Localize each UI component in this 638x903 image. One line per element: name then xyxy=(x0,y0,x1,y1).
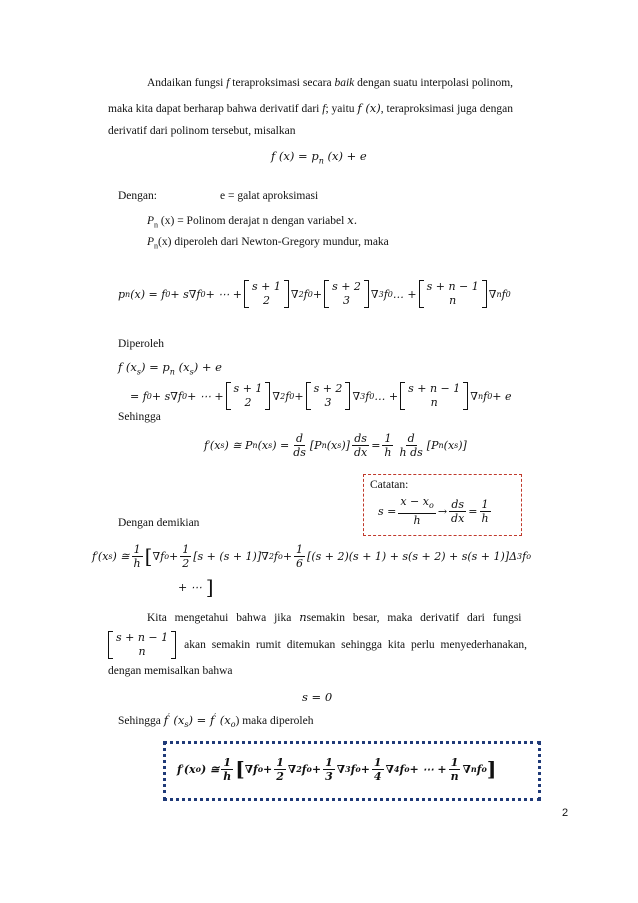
text: ; yaitu xyxy=(325,103,358,115)
math: f xyxy=(383,287,388,301)
math: P xyxy=(147,215,155,227)
fraction-num: 1 xyxy=(325,755,333,769)
math: s = xyxy=(378,504,397,518)
fraction-num: 1 xyxy=(223,755,232,769)
fraction-num: 1 xyxy=(384,431,392,445)
para1-line2 xyxy=(108,101,513,115)
binomial-top: s + n − 1 xyxy=(408,382,461,395)
math: f xyxy=(285,389,290,403)
math: (x xyxy=(169,712,185,727)
math-sup: 3 xyxy=(360,391,366,401)
fraction-num: 1 xyxy=(450,755,459,769)
math: f xyxy=(483,389,488,403)
fraction xyxy=(449,756,461,783)
math: ) ≅ xyxy=(200,762,220,776)
math-sup: ′ xyxy=(208,440,210,450)
fraction-num: 1 xyxy=(296,542,304,556)
fraction-num: 1 xyxy=(481,497,489,511)
math: f xyxy=(163,712,168,727)
math: f (x) xyxy=(357,101,381,115)
math-sub: o xyxy=(355,764,361,774)
math-sup: 2 xyxy=(298,289,304,299)
fraction-num: 1 xyxy=(276,755,284,769)
math: + xyxy=(282,549,293,563)
math: (x xyxy=(174,360,190,374)
para1-line3: derivatif dari polinom tersebut, misalkan xyxy=(108,125,296,137)
binomial xyxy=(324,280,369,308)
binomial-top: s + 2 xyxy=(332,280,361,293)
para1-line1 xyxy=(147,77,513,89)
fraction xyxy=(352,432,369,459)
text: maka kita dapat berharap bahwa derivatif dari xyxy=(108,103,323,115)
binomial xyxy=(306,382,351,410)
math: ∇f xyxy=(244,762,258,776)
math: + s∇f xyxy=(170,287,201,301)
equation-newton-gregory: p n (x) = f 0 + s∇f 0 + ⋯ + s + 1 2 ∇ 2 f 0 + s + 2 3 ∇ 3 f 0 … + s + n − 1 n ∇ n f 0 xyxy=(118,280,511,307)
math: … + xyxy=(392,287,417,301)
equation-s-zero: s = 0 xyxy=(302,690,333,704)
math-sub: o xyxy=(257,764,264,774)
math: = f xyxy=(130,389,147,403)
fraction-num: 1 xyxy=(182,542,190,556)
math: f (x) = p xyxy=(271,149,319,163)
final-equation: f ′ (x o ) ≅ $\frac{1}{h}$ [ ∇f o + $\frac{1}{2}$ ∇ 2 f o + $\frac{1}{3}$ ∇ 3 f o + $\frac{1}{4}$ ∇ 4 f o + ⋯ + $\frac{1}{n}$ ∇ n f o ] xyxy=(177,755,497,783)
math: f xyxy=(303,287,308,301)
fraction-den: dx xyxy=(353,445,368,459)
math: ∇ xyxy=(272,389,281,403)
fraction-den: 2 xyxy=(182,556,190,570)
para2-line3: dengan memisalkan bahwa xyxy=(108,665,233,677)
math: f xyxy=(92,549,97,563)
fraction-den: h ds xyxy=(399,445,423,459)
math: f xyxy=(273,549,278,563)
math: (x xyxy=(326,438,338,452)
pn-newton-gregory xyxy=(147,236,389,250)
math: + e xyxy=(492,389,512,403)
math-sup: n xyxy=(477,391,484,401)
text: f xyxy=(322,103,326,115)
math-sub: 0 xyxy=(165,289,171,299)
math-sub: n xyxy=(154,220,159,230)
math: ) = xyxy=(188,712,210,727)
math-sup: 2 xyxy=(296,764,302,774)
para2-line2 xyxy=(106,628,527,662)
binomial-top: s + 1 xyxy=(252,280,281,293)
binomial-bottom: n xyxy=(430,396,438,409)
math-sub: s xyxy=(108,551,113,561)
catatan-equation xyxy=(378,494,493,528)
fraction-num xyxy=(398,495,435,513)
math-sub: o xyxy=(230,720,236,730)
math: + xyxy=(311,762,322,776)
binomial-top: s + 2 xyxy=(313,382,343,395)
math: + ⋯ + xyxy=(409,762,447,776)
math: x − x xyxy=(400,495,429,509)
text: akan semakin rumit ditemukan sehingga kita perlu menyederhanakan, xyxy=(184,639,528,651)
math: ∇ xyxy=(385,762,394,776)
math: = xyxy=(468,504,478,518)
math-sub: n xyxy=(321,440,327,450)
binomial-bottom: n xyxy=(138,645,146,658)
math-sub: s xyxy=(189,367,194,377)
fraction xyxy=(291,432,308,459)
fraction-den: n xyxy=(450,769,459,783)
math-sub: n xyxy=(252,440,258,450)
math-sub: n xyxy=(318,156,324,166)
math-sup: ′ xyxy=(167,712,170,721)
math: f xyxy=(476,762,482,776)
fraction-den: dx xyxy=(451,511,465,525)
fraction xyxy=(372,756,384,783)
sehingga-line xyxy=(118,712,313,729)
math: f xyxy=(209,712,215,727)
text: baik xyxy=(334,77,355,89)
equation-f-xs xyxy=(118,360,222,376)
text: Andaikan fungsi xyxy=(147,77,227,89)
math: )] xyxy=(458,438,467,452)
text: , teraproksimasi juga dengan xyxy=(380,103,513,115)
equation-derivative xyxy=(204,428,467,462)
fraction xyxy=(398,432,425,459)
math-sub: s xyxy=(184,720,189,730)
math: (x xyxy=(183,762,196,776)
math: f (x xyxy=(118,360,137,374)
math-sub: n xyxy=(169,367,175,377)
math: (x) + e xyxy=(323,149,367,163)
fraction-num: ds xyxy=(354,431,367,445)
fraction-num: d xyxy=(296,431,304,445)
math: f xyxy=(204,438,209,452)
math-sup: 2 xyxy=(268,551,274,561)
math: → xyxy=(437,504,448,518)
fraction-num: 1 xyxy=(373,755,382,769)
fraction-den: 6 xyxy=(296,556,304,570)
equation-derivative-expanded-line2: + ⋯ ] xyxy=(178,575,214,599)
binomial-bottom: 3 xyxy=(324,396,332,409)
fraction xyxy=(480,498,491,525)
math: (x xyxy=(257,438,269,452)
e-definition xyxy=(220,190,318,202)
math-sub: n xyxy=(438,440,444,450)
math: (x xyxy=(97,549,109,563)
math: ) ≅ xyxy=(112,549,130,563)
text: e = galat aproksimasi xyxy=(220,190,319,202)
binomial-bottom: 2 xyxy=(262,294,270,307)
fraction-den: 2 xyxy=(276,769,284,783)
math: ) ≅ P xyxy=(224,438,253,452)
math-sub: o xyxy=(306,764,312,774)
math: f xyxy=(177,762,182,776)
math-sub: o xyxy=(428,501,434,511)
pn-definition xyxy=(147,213,357,229)
math-sup: 3 xyxy=(517,551,523,561)
text: f xyxy=(226,77,230,89)
math: f xyxy=(501,287,506,301)
math: (x xyxy=(216,712,231,727)
math: [P xyxy=(426,438,439,452)
sehingga-label: Sehingga xyxy=(118,411,161,423)
math: + xyxy=(263,762,273,776)
math-sub: n xyxy=(154,241,159,251)
text: dengan suatu interpolasi polinom, xyxy=(354,77,514,89)
math: f xyxy=(350,762,356,776)
fraction-num: ds xyxy=(451,497,464,511)
math-sub: 0 xyxy=(182,391,188,401)
math-sub: s xyxy=(268,440,273,450)
diperoleh-label: Diperoleh xyxy=(118,338,164,350)
fraction xyxy=(323,756,335,783)
math: [P xyxy=(309,438,322,452)
math: ∇ xyxy=(470,389,478,403)
dengan-label: Dengan: xyxy=(118,190,157,202)
math: (x xyxy=(209,438,221,452)
math: f xyxy=(522,549,527,563)
math-sup: ′ xyxy=(181,764,184,774)
catatan-title: Catatan: xyxy=(370,479,409,491)
math: f xyxy=(365,389,370,403)
math: (x xyxy=(443,438,455,452)
equation-f-pn xyxy=(271,149,367,165)
math: n xyxy=(299,610,307,624)
math-sub: n xyxy=(125,289,131,299)
fraction-den: h xyxy=(223,769,232,783)
math-sup: 4 xyxy=(393,764,400,774)
fraction-den: h xyxy=(481,511,489,525)
math-sub: o xyxy=(277,551,283,561)
equation-expansion: = f 0 + s∇f 0 + ⋯ + s + 1 2 ∇ 2 f 0 + s + 2 3 ∇ 3 f 0 … + s + n − 1 n ∇ n f 0 + e xyxy=(130,382,512,409)
math: + ⋯ + xyxy=(205,287,243,301)
math-sup: 3 xyxy=(345,764,351,774)
math-sub: 0 xyxy=(369,391,375,401)
math: + s∇f xyxy=(151,389,183,403)
fraction xyxy=(221,756,233,783)
binomial-bottom: n xyxy=(449,294,457,307)
math: ∇f xyxy=(152,549,165,563)
math-sub: 0 xyxy=(146,391,152,401)
math: [(s + 2)(s + 1) + s(s + 2) + s(s + 1)]Δ xyxy=(307,549,518,563)
dengan-demikian-label: Dengan demikian xyxy=(118,517,200,529)
math-sub: 0 xyxy=(387,289,393,299)
math-sub: s xyxy=(337,440,342,450)
text: (x) diperoleh dari Newton-Gregory mundur, maka xyxy=(158,236,389,248)
binomial xyxy=(419,280,487,308)
math-sub: 0 xyxy=(487,391,493,401)
fraction-num: 1 xyxy=(133,542,141,556)
text: teraproksimasi secara xyxy=(229,77,335,89)
math-sub: o xyxy=(526,551,532,561)
math-sub: o xyxy=(481,764,487,774)
binomial-top: s + n − 1 xyxy=(116,631,169,644)
math: + xyxy=(169,549,179,563)
math: (x) = f xyxy=(130,287,166,301)
math: )] xyxy=(341,438,350,452)
math-sub: o xyxy=(404,764,410,774)
fraction xyxy=(180,543,191,570)
fraction xyxy=(382,432,393,459)
math: … + xyxy=(374,389,399,403)
text: Sehingga xyxy=(118,714,164,727)
math: f xyxy=(399,762,405,776)
math-sub: s xyxy=(136,367,141,377)
page-number: 2 xyxy=(562,807,569,819)
math: x. xyxy=(347,213,358,227)
math-sup: ′ xyxy=(214,712,217,721)
math-sub: 0 xyxy=(200,289,206,299)
math-sub: s xyxy=(220,440,225,450)
binomial xyxy=(244,280,289,308)
text: (x) = Polinom derajat n dengan variabel xyxy=(158,215,348,227)
math: p xyxy=(118,287,126,301)
fraction xyxy=(132,543,143,570)
math: = xyxy=(371,438,381,452)
math: ) = p xyxy=(141,360,170,374)
math-sub: s xyxy=(454,440,459,450)
text: semakin besar, maka derivatif dari fungsi xyxy=(306,612,522,624)
binomial-top: s + 1 xyxy=(233,382,263,395)
text: ) maka diperoleh xyxy=(235,714,314,727)
para2-line1 xyxy=(147,610,522,624)
fraction xyxy=(398,495,435,526)
math: ∇ xyxy=(462,762,471,776)
math: + ⋯ + xyxy=(187,389,224,403)
math: ∇ xyxy=(488,287,497,301)
fraction xyxy=(449,498,466,525)
math: + xyxy=(360,762,370,776)
math-sub: o xyxy=(195,764,201,774)
fraction xyxy=(294,543,305,570)
math-sup: 3 xyxy=(378,289,384,299)
fraction-den: h xyxy=(384,445,392,459)
math: ) = xyxy=(272,438,290,452)
math: P xyxy=(147,236,155,248)
equation-derivative-expanded: f ′ (x s ) ≅ $\frac{1}{h}$ [ ∇f o + $\frac{1}{2}$ [s + (s + 1)]∇ 2 f o + $\frac{1}{6}$ [(s + 2)(s + 1) + s(s + 2) + s(s + 1)]Δ 3 f o xyxy=(92,542,532,570)
fraction xyxy=(274,756,286,783)
math-sup: n xyxy=(470,764,477,774)
math-sub: 0 xyxy=(289,391,295,401)
math: ∇ xyxy=(370,287,379,301)
fraction-den: 4 xyxy=(373,769,382,783)
binomial xyxy=(108,631,176,659)
fraction-den: ds xyxy=(293,445,306,459)
math-sup: ′ xyxy=(96,551,98,561)
binomial xyxy=(400,382,468,410)
fraction-den: h xyxy=(133,556,141,570)
fraction-den: 3 xyxy=(325,769,333,783)
binomial xyxy=(226,382,271,410)
math: ∇ xyxy=(336,762,346,776)
math: ∇ xyxy=(290,287,299,301)
math-sub: 0 xyxy=(307,289,313,299)
fraction-num: d xyxy=(407,431,415,445)
math: f xyxy=(301,762,307,776)
binomial-top: s + n − 1 xyxy=(426,280,479,293)
text: Kita mengetahui bahwa jika xyxy=(147,612,300,624)
math: + ⋯ xyxy=(178,580,202,594)
math-sub: 0 xyxy=(505,289,511,299)
math-sup: 2 xyxy=(280,391,286,401)
math: ∇ xyxy=(287,762,297,776)
math: ∇ xyxy=(352,389,361,403)
math: ) + e xyxy=(193,360,222,374)
binomial-bottom: 2 xyxy=(244,396,252,409)
math-sub: o xyxy=(164,551,170,561)
math: [s + (s + 1)]∇ xyxy=(193,549,269,563)
binomial-bottom: 3 xyxy=(342,294,350,307)
fraction-den: h xyxy=(413,513,421,527)
math-sup: n xyxy=(496,289,502,299)
